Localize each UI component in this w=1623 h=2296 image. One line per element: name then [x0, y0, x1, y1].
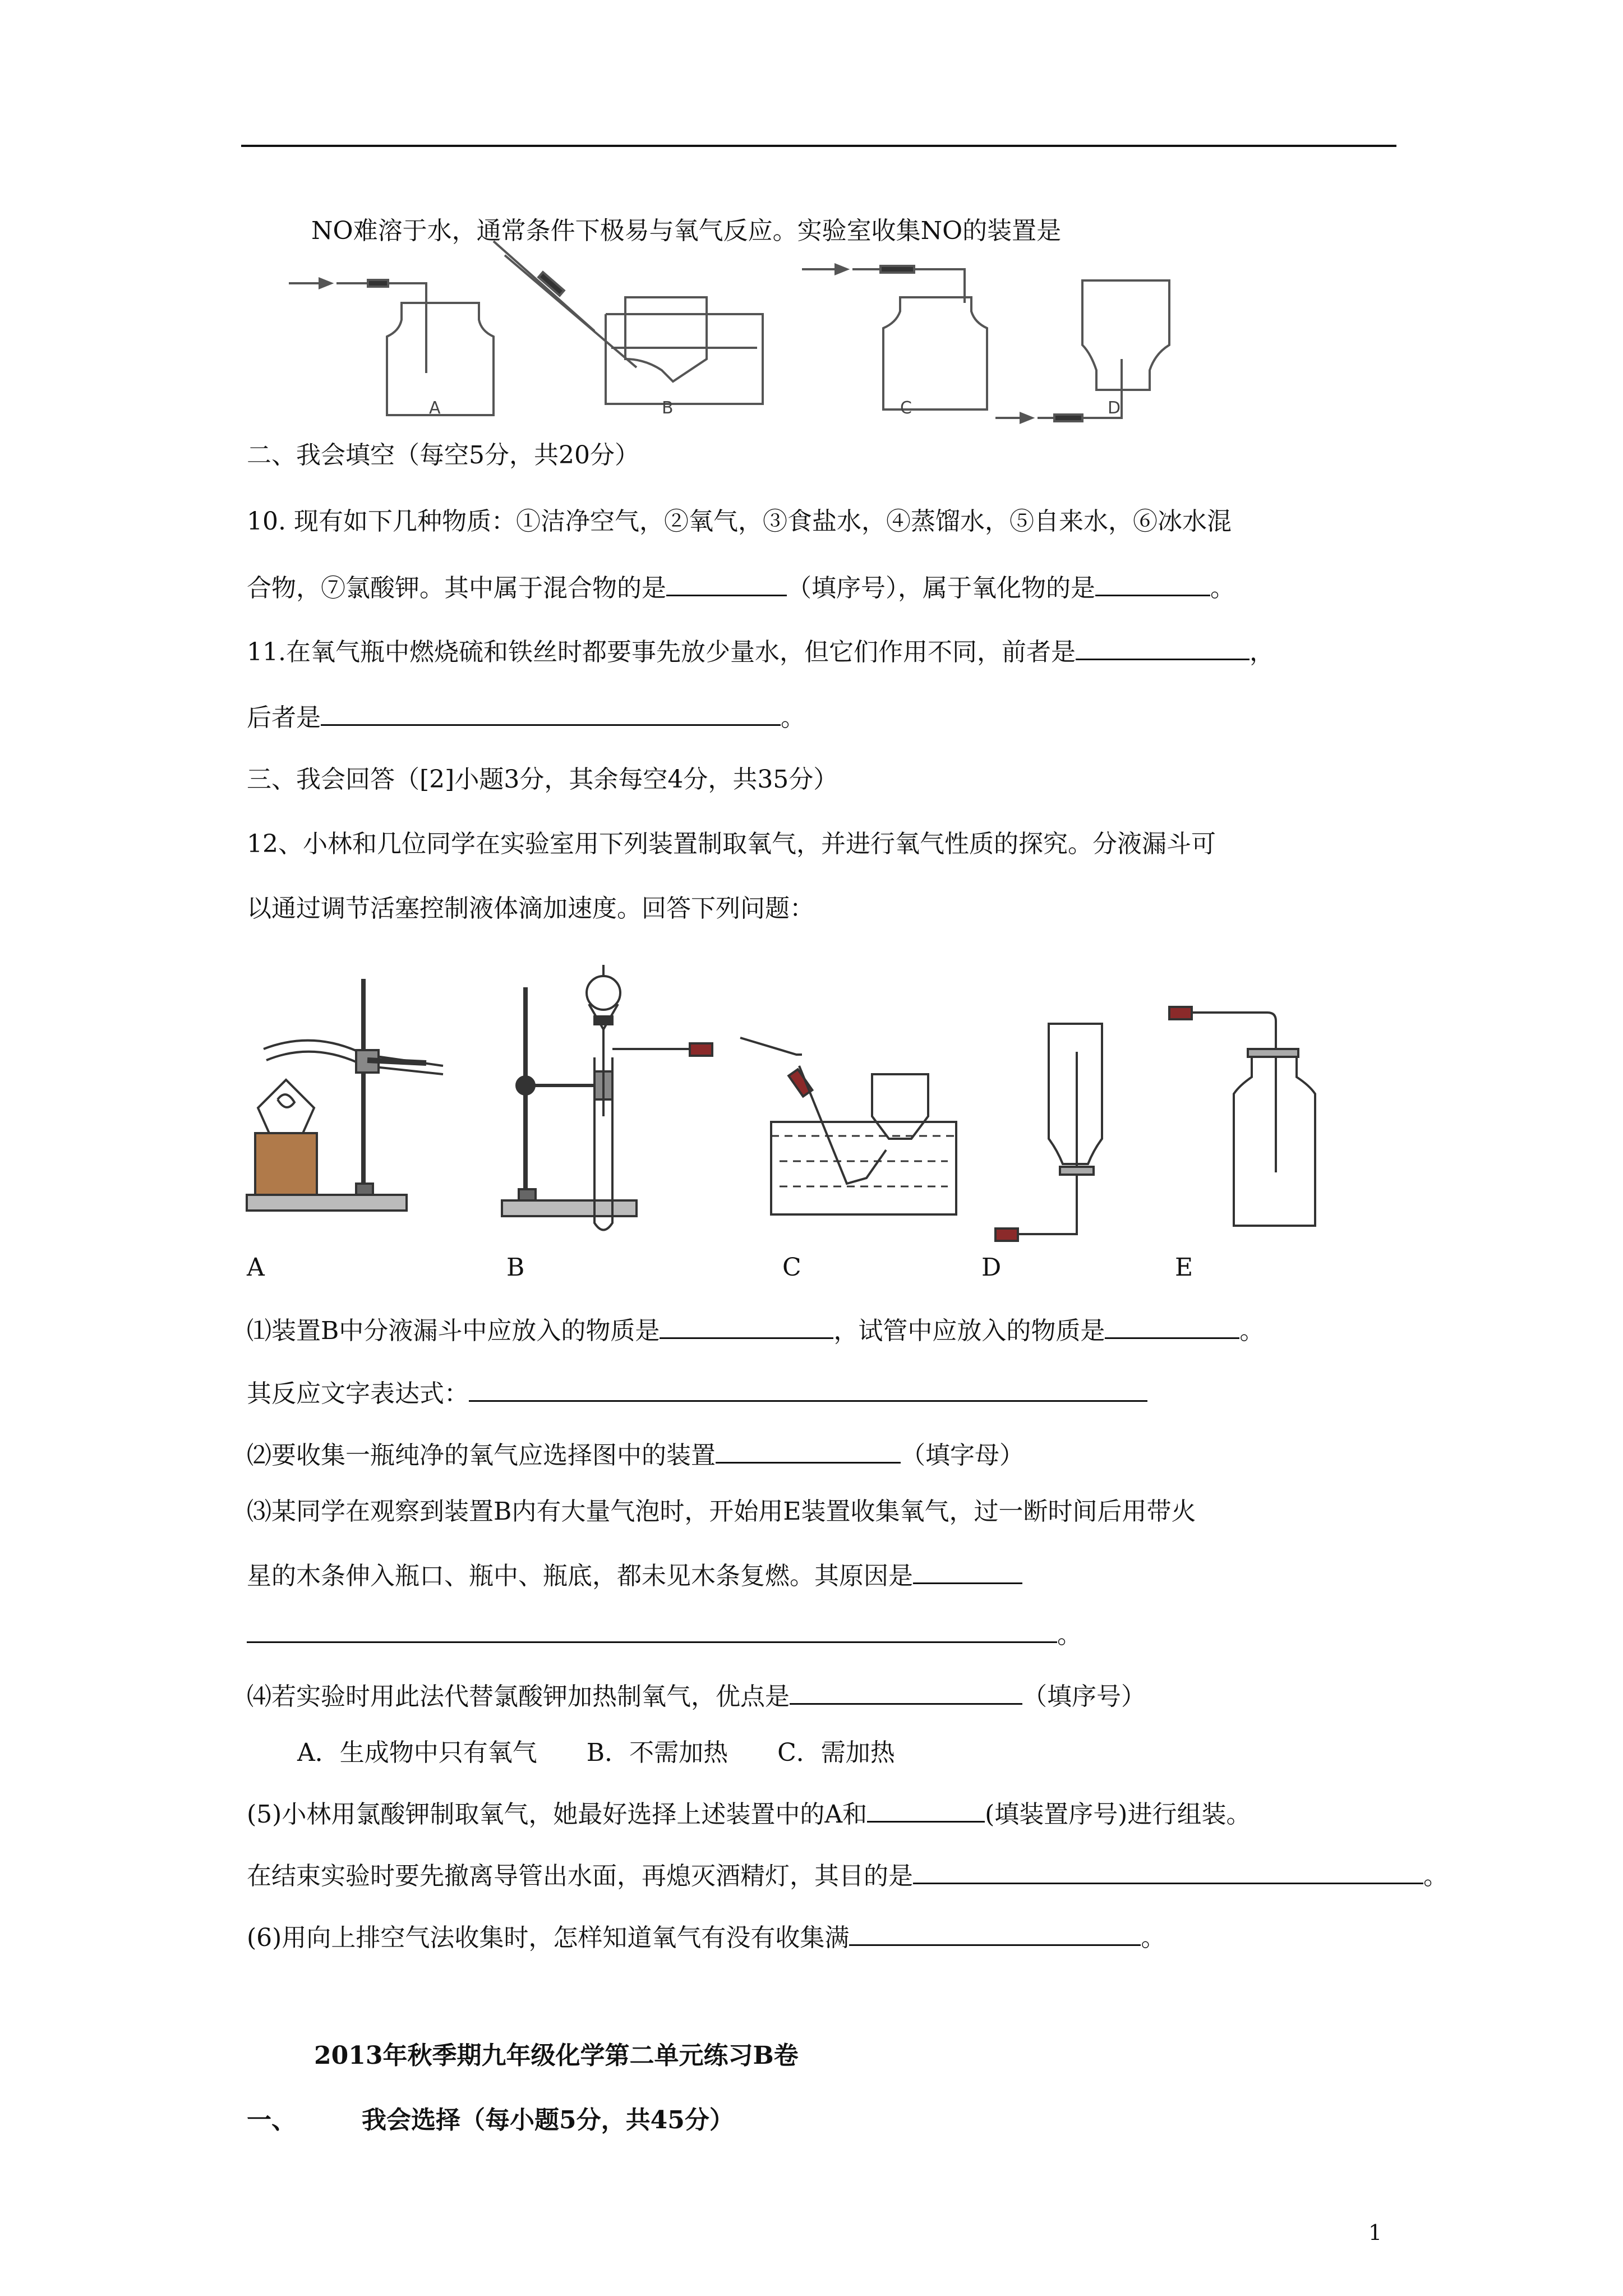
q12-part4-text-a: ⑷若实验时用此法代替氯酸钾加热制氧气，优点是: [247, 1682, 790, 1711]
apparatus-label-a: A: [247, 1253, 265, 1282]
q12-blank-advantage[interactable]: [790, 1677, 1022, 1705]
q12-part5-text-c: 在结束实验时要先撤离导管出水面，再熄灭酒精灯，其目的是: [247, 1862, 913, 1890]
q10-text-a: 合物，⑦氯酸钾。其中属于混合物的是: [247, 574, 666, 602]
q12-blank-funnel[interactable]: [660, 1312, 833, 1339]
q12-part2: [247, 1436, 1024, 1473]
q12-blank-expression[interactable]: [469, 1374, 1147, 1402]
q11-text-b: ，: [1249, 638, 1274, 666]
q9-text: NO难溶于水，通常条件下极易与氧气反应。实验室收集NO的装置是: [311, 217, 1062, 245]
q12-blank-purpose[interactable]: [913, 1857, 1423, 1884]
q9-label-b: B: [662, 398, 674, 418]
q9-label-a: A: [429, 398, 441, 418]
apparatus-label-b: B: [506, 1253, 525, 1282]
q11-text-a: 11.在氧气瓶中燃烧硫和铁丝时都要事先放少量水，但它们作用不同，前者是: [247, 638, 1076, 666]
q10-line1: 10. 现有如下几种物质：①洁净空气，②氧气，③食盐水，④蒸馏水，⑤自来水，⑥冰水混: [247, 507, 1232, 536]
q12-blank-full-check[interactable]: [849, 1918, 1141, 1946]
q12-part5-line2: [247, 1857, 1448, 1893]
q10-text-c: 。: [1210, 574, 1235, 602]
part-b-section1-heading: 我会选择（每小题5分，共45分）: [362, 2106, 734, 2134]
part-b-title: 2013年秋季期九年级化学第二单元练习B卷: [314, 2041, 799, 2070]
q12-blank-reason[interactable]: [247, 1616, 1057, 1643]
apparatus-label-e: E: [1175, 1253, 1193, 1282]
q12-part1-text-b: ，试管中应放入的物质是: [833, 1317, 1105, 1345]
apparatus-label-d: D: [981, 1253, 1002, 1282]
q9-label-c: C: [900, 398, 912, 418]
section3-heading: 三、我会回答（[2]小题3分，其余每空4分，共35分）: [247, 765, 838, 794]
q12-line2: 以通过调节活塞控制液体滴加速度。回答下列问题：: [247, 894, 814, 923]
q12-part6: [247, 1918, 1165, 1955]
q12-part5-text-b: (填装置序号)进行组装。: [985, 1800, 1251, 1829]
q11-text-c: 后者是: [247, 703, 321, 732]
q12-blank-tube[interactable]: [1105, 1312, 1239, 1339]
q12-part5-text-a: (5)小林用氯酸钾制取氧气，她最好选择上述装置中的A和: [247, 1800, 868, 1829]
q12-blank-reason-start[interactable]: [913, 1557, 1022, 1584]
apparatus-label-c: C: [782, 1253, 801, 1282]
q9-label-d: D: [1108, 398, 1121, 418]
q10-text-b: （填序号），属于氧化物的是: [787, 574, 1095, 602]
q12-part1-text-c: 。: [1239, 1317, 1265, 1345]
q12-part3-text-b: 星的木条伸入瓶口、瓶中、瓶底，都未见木条复燃。其原因是: [247, 1562, 913, 1590]
q12-part5-text-d: 。: [1423, 1862, 1448, 1890]
q12-part1-text-d: 其反应文字表达式：: [247, 1379, 469, 1408]
q12-part3-line2: [247, 1557, 1022, 1593]
section2-heading: 二、我会填空（每空5分，共20分）: [247, 441, 639, 470]
q12-part3-line3: [247, 1616, 1082, 1652]
q12-blank-device-pair[interactable]: [867, 1795, 985, 1823]
q12-part2-text-a: ⑵要收集一瓶纯净的氧气应选择图中的装置: [247, 1441, 716, 1470]
q12-part4-options: A．生成物中只有氧气 B．不需加热 C．需加热: [297, 1738, 895, 1767]
part-b-section1-number: 一、: [247, 2106, 296, 2134]
page-number: 1: [1368, 2220, 1382, 2245]
q12-part1: [247, 1312, 1264, 1348]
q12-line1: 12、小林和几位同学在实验室用下列装置制取氧气，并进行氧气性质的探究。分液漏斗可: [247, 830, 1216, 858]
q12-part4-text-b: （填序号）: [1022, 1682, 1146, 1711]
q12-part6-text-b: 。: [1141, 1924, 1166, 1952]
q12-part1-text-a: ⑴装置B中分液漏斗中应放入的物质是: [247, 1317, 660, 1345]
q12-part5: [247, 1795, 1251, 1832]
q12-blank-device[interactable]: [716, 1436, 901, 1464]
q12-part6-text-a: (6)用向上排空气法收集时，怎样知道氧气有没有收集满: [247, 1924, 850, 1952]
q12-part1-expression: [247, 1374, 1147, 1411]
q12-part4: [247, 1677, 1146, 1714]
q12-part3-line1: ⑶某同学在观察到装置B内有大量气泡时，开始用E装置收集氧气，过一断时间后用带火: [247, 1497, 1196, 1526]
q12-part2-text-b: （填字母）: [901, 1441, 1024, 1470]
q11-text-d: 。: [781, 703, 805, 732]
q12-part3-text-c: 。: [1057, 1621, 1082, 1649]
